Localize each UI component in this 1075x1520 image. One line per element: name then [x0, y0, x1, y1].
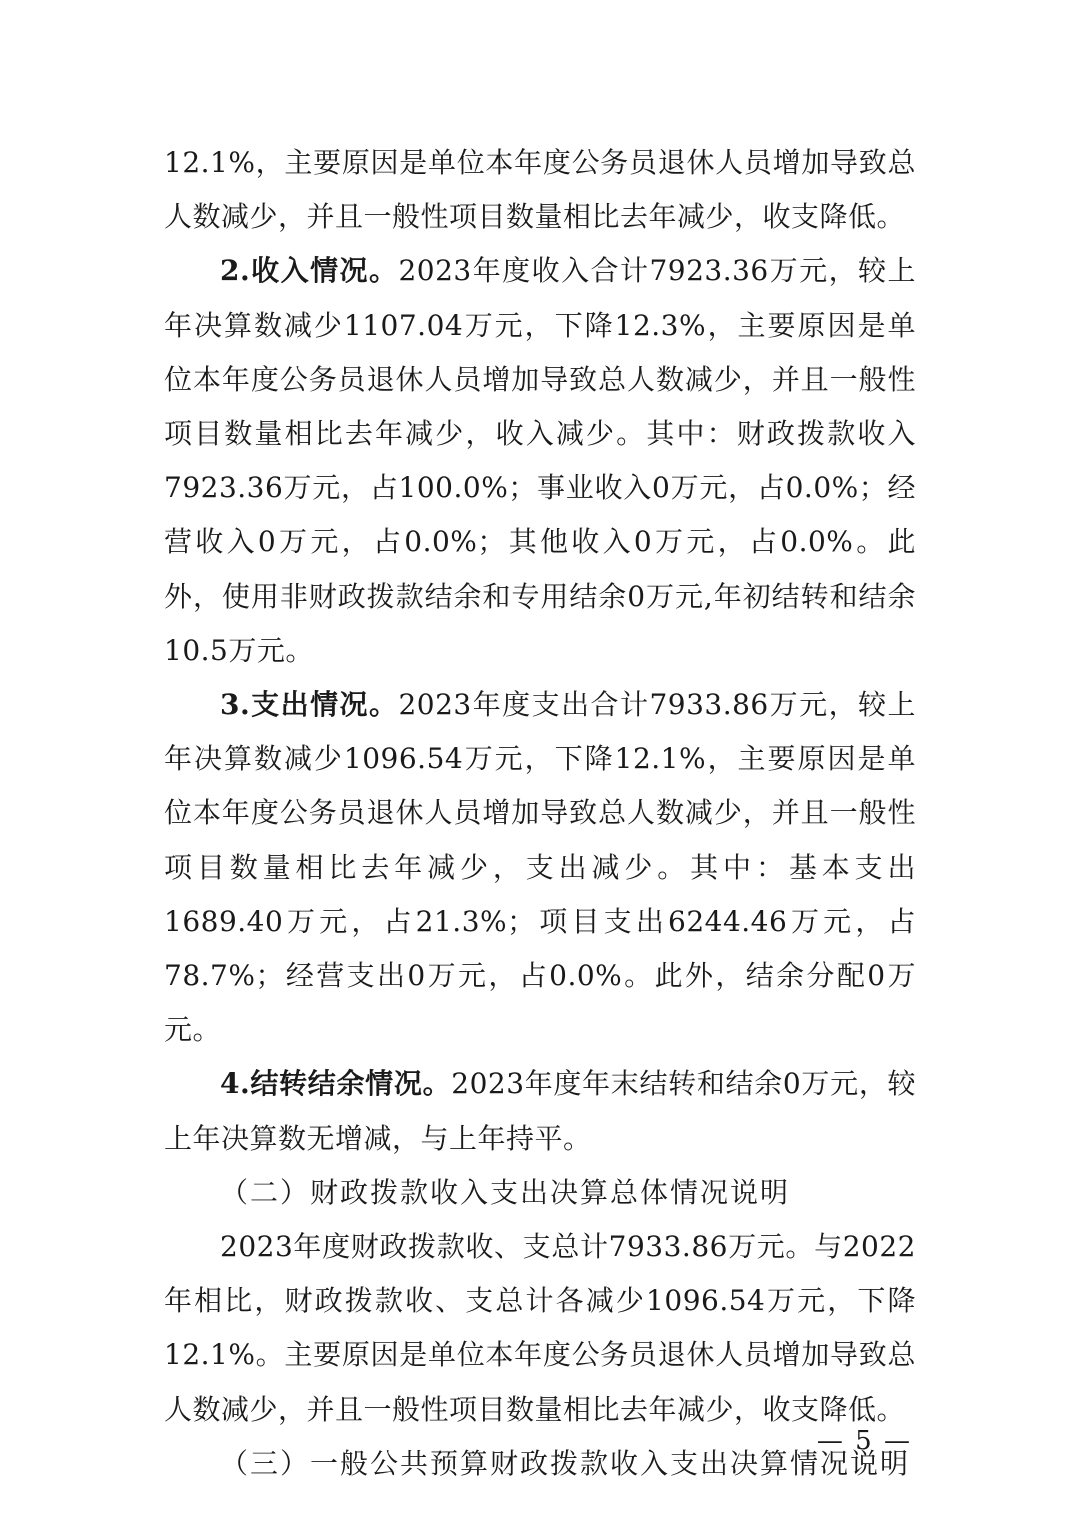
page-number: — 5 —: [816, 1426, 912, 1456]
balance-body: 2023年度年末结转和结余0万元，较上年决算数无增减，与上年持平。: [164, 1067, 917, 1155]
paragraph-continuation: 12.1%，主要原因是单位本年度公务员退休人员增加导致总人数减少，并且一般性项目数量相比去年减少，收支降低。: [164, 146, 916, 234]
income-body: 2023年度收入合计7923.36万元，较上年决算数减少1107.04万元，下降12.3%，主要原因是单位本年度公务员退休人员增加导致总人数减少，并且一般性项目数量相比去年减少，收入减少。其中：财政拨款收入7923.36万元，占100.0%；事业收入0万元，占0.0%；经营收入0万元，占0.0%；其他收入0万元，占0.0%。此外，使用非财政拨款结余和专用结余0万元,年初结转和结余10.5万元。: [164, 254, 917, 667]
section-heading-2: （二）财政拨款收入支出决算总体情况说明: [220, 1175, 791, 1209]
income-heading: 2.收入情况。: [220, 254, 399, 288]
section-heading-3: （三）一般公共预算财政拨款收入支出决算情况说明: [220, 1446, 911, 1480]
expenditure-body: 2023年度支出合计7933.86万元，较上年决算数减少1096.54万元，下降12.1%，主要原因是单位本年度公务员退休人员增加导致总人数减少，并且一般性项目数量相比去年减少，支出减少。其中：基本支出1689.40万元，占21.3%；项目支出6244.46万元，占78.7%；经营支出0万元，占0.0%。此外，结余分配0万元。: [164, 688, 917, 1047]
paragraph-income: [164, 244, 916, 678]
paragraph-expenditure: [164, 678, 916, 1057]
expenditure-heading: 3.支出情况。: [220, 688, 399, 722]
balance-heading: 4.结转结余情况。: [220, 1067, 452, 1101]
paragraph-balance: [164, 1057, 916, 1165]
paragraph-fiscal-total: 2023年度财政拨款收、支总计7933.86万元。与2022年相比，财政拨款收、支总计各减少1096.54万元，下降12.1%。主要原因是单位本年度公务员退休人员增加导致总人数减少，并且一般性项目数量相比去年减少，收支降低。: [164, 1230, 916, 1426]
body-text: [164, 136, 916, 1491]
